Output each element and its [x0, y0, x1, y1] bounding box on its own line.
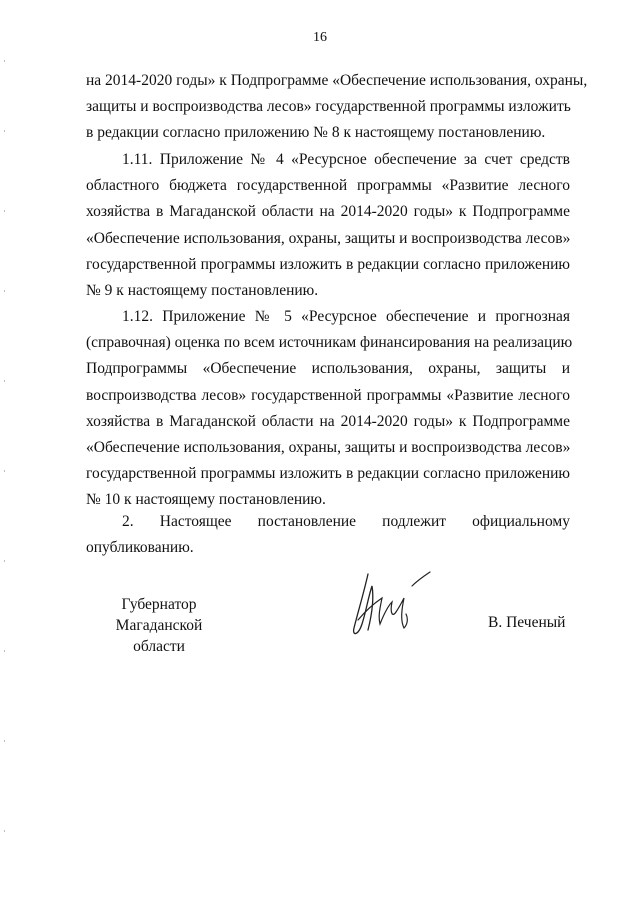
signatory-title-line1: Губернатор	[121, 596, 197, 613]
text-line: государственной программы изложить в редакции согласно приложению	[86, 465, 570, 483]
text-line: хозяйства в Магаданской области на 2014-2020 годы» к Подпрограмме	[86, 203, 570, 221]
text-line: № 9 к настоящему постановлению.	[86, 282, 319, 300]
text-line: 2. Настоящее постановление подлежит официальному	[122, 513, 570, 530]
text-line: «Обеспечение использования, охраны, защиты и воспроизводства лесов»	[86, 439, 571, 457]
text-line: в редакции согласно приложению № 8 к настоящему постановлению.	[86, 124, 546, 142]
paragraph-1-12	[86, 304, 573, 514]
signatory-title-line2: Магаданской области	[115, 617, 203, 655]
text-line: защиты и воспроизводства лесов» государственной программы изложить	[86, 98, 571, 116]
text-line: «Обеспечение использования, охраны, защиты и воспроизводства лесов»	[86, 229, 571, 247]
paragraph-continuation	[86, 68, 588, 147]
text-line: № 10 к настоящему постановлению.	[86, 491, 326, 509]
signatory-name: В. Печеный	[488, 614, 566, 631]
text-line: (справочная) оценка по всем источникам финансирования на реализацию	[86, 334, 573, 352]
paragraph-1-11	[86, 147, 570, 304]
scan-margin-dots	[4, 60, 6, 880]
handwritten-signature	[338, 568, 438, 640]
text-line: хозяйства в Магаданской области на 2014-2020 годы» к Подпрограмме	[86, 412, 570, 430]
page-number: 16	[313, 30, 327, 45]
text-line: Подпрограммы «Обеспечение использования, охраны, защиты и	[86, 360, 570, 378]
text-line: на 2014-2020 годы» к Подпрограмме «Обеспечение использования, охраны,	[86, 72, 588, 89]
text-line: 1.12. Приложение № 5 «Ресурсное обеспечение и прогнозная	[122, 308, 570, 325]
text-line: воспроизводства лесов» государственной программы «Развитие лесного	[86, 386, 570, 404]
signatory-title	[88, 594, 230, 657]
text-line: областного бюджета государственной программы «Развитие лесного	[86, 177, 570, 195]
text-line: государственной программы изложить в редакции согласно приложению	[86, 255, 570, 273]
paragraph-2	[86, 509, 570, 561]
text-line: опубликованию.	[86, 539, 194, 557]
text-line: 1.11. Приложение № 4 «Ресурсное обеспечение за счет средств	[122, 151, 570, 168]
